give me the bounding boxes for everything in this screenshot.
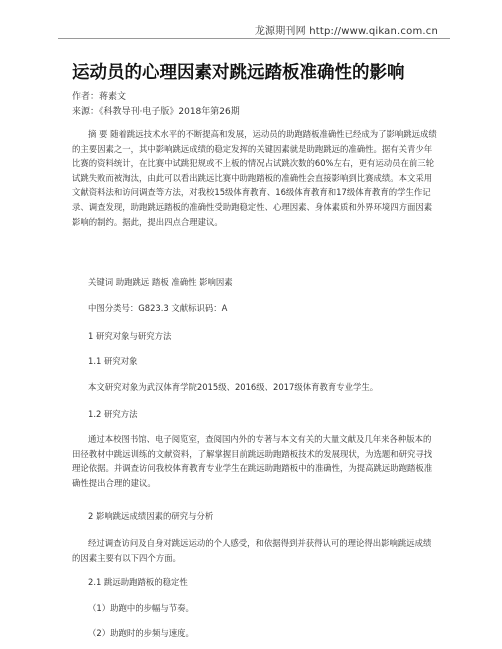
section-1-1-text: 本文研究对象为武汉体育学院2015级、2016级、2017级体育教育专业学生。 [88, 382, 379, 392]
article-author: 作者：蒋素文 [72, 92, 127, 102]
article-classification: 中图分类号：G823.3 文献标识码：A [88, 303, 228, 313]
section-heading-2-1: 2.1 跳远助跑踏板的稳定性 [88, 577, 188, 587]
article-title: 运动员的心理因素对跳远踏板准确性的影响 [72, 63, 405, 83]
section-heading-1-2: 1.2 研究方法 [88, 409, 138, 419]
section-heading-1: 1 研究对象与研究方法 [88, 331, 172, 341]
section-1-2-text: 通过本校图书馆、电子阅览室，查阅国内外的专著与本文有关的大量文献及几年来各种版本的田径教材中跳远训练的文献资料，了解掌握目前跳远助跑踏板技术的发展现状，为选题和研究寻找理论依据。并调查访问我校体育教育专业学生在跳远助跑踏板中的准确性，为提高跳远助跑踏板准确性提出合理的建议。 [72, 434, 433, 488]
article-keywords: 关键词 助跑跳远 踏板 准确性 影响因素 [88, 277, 233, 287]
header-divider [58, 38, 450, 39]
section-heading-1-1: 1.1 研究对象 [88, 356, 138, 366]
section-2-text: 经过调查访问及自身对跳远运动的个人感受，和依据得到并获得认可的理论得出影响跳远成绩的因素主要有以下四个方面。 [72, 538, 432, 563]
article-abstract: 摘 要 随着跳远技术水平的不断提高和发展，运动员的助跑踏板准确性已经成为了影响跳远成绩的主要因素之一，其中影响跳远成绩的稳定发挥的关键因素就是助跑跳远的准确性。据有关青少年比赛的资料统计，在比赛中试跳犯规或不上板的情况占试跳次数的60%左右，更有运动员在前三轮试跳失败而被淘汰，由此可以看出跳远比赛中助跑踏板的准确性会直接影响到比赛成绩。本文采用文献资料法和访问调查等方法，对我校15级体育教育、16级体育教育和17级体育教育的学生作记录、调查发现，助跑跳远踏板的准确性受助跑稳定性、心理因素、身体素质和外界环境四方面因素影响的制约。据此，提出四点合理建议。 [72, 129, 437, 227]
list-item-1: （1）助跑中的步幅与节奏。 [88, 603, 194, 613]
list-item-2: （2）助跑时的步频与速度。 [88, 628, 194, 638]
article-source: 来源：《科教导刊·电子版》2018年第26期 [72, 107, 240, 117]
section-heading-2: 2 影响跳远成绩因素的研究与分析 [88, 511, 214, 521]
site-header: 龙源期刊网 http://www.qikan.com.cn [254, 26, 438, 37]
